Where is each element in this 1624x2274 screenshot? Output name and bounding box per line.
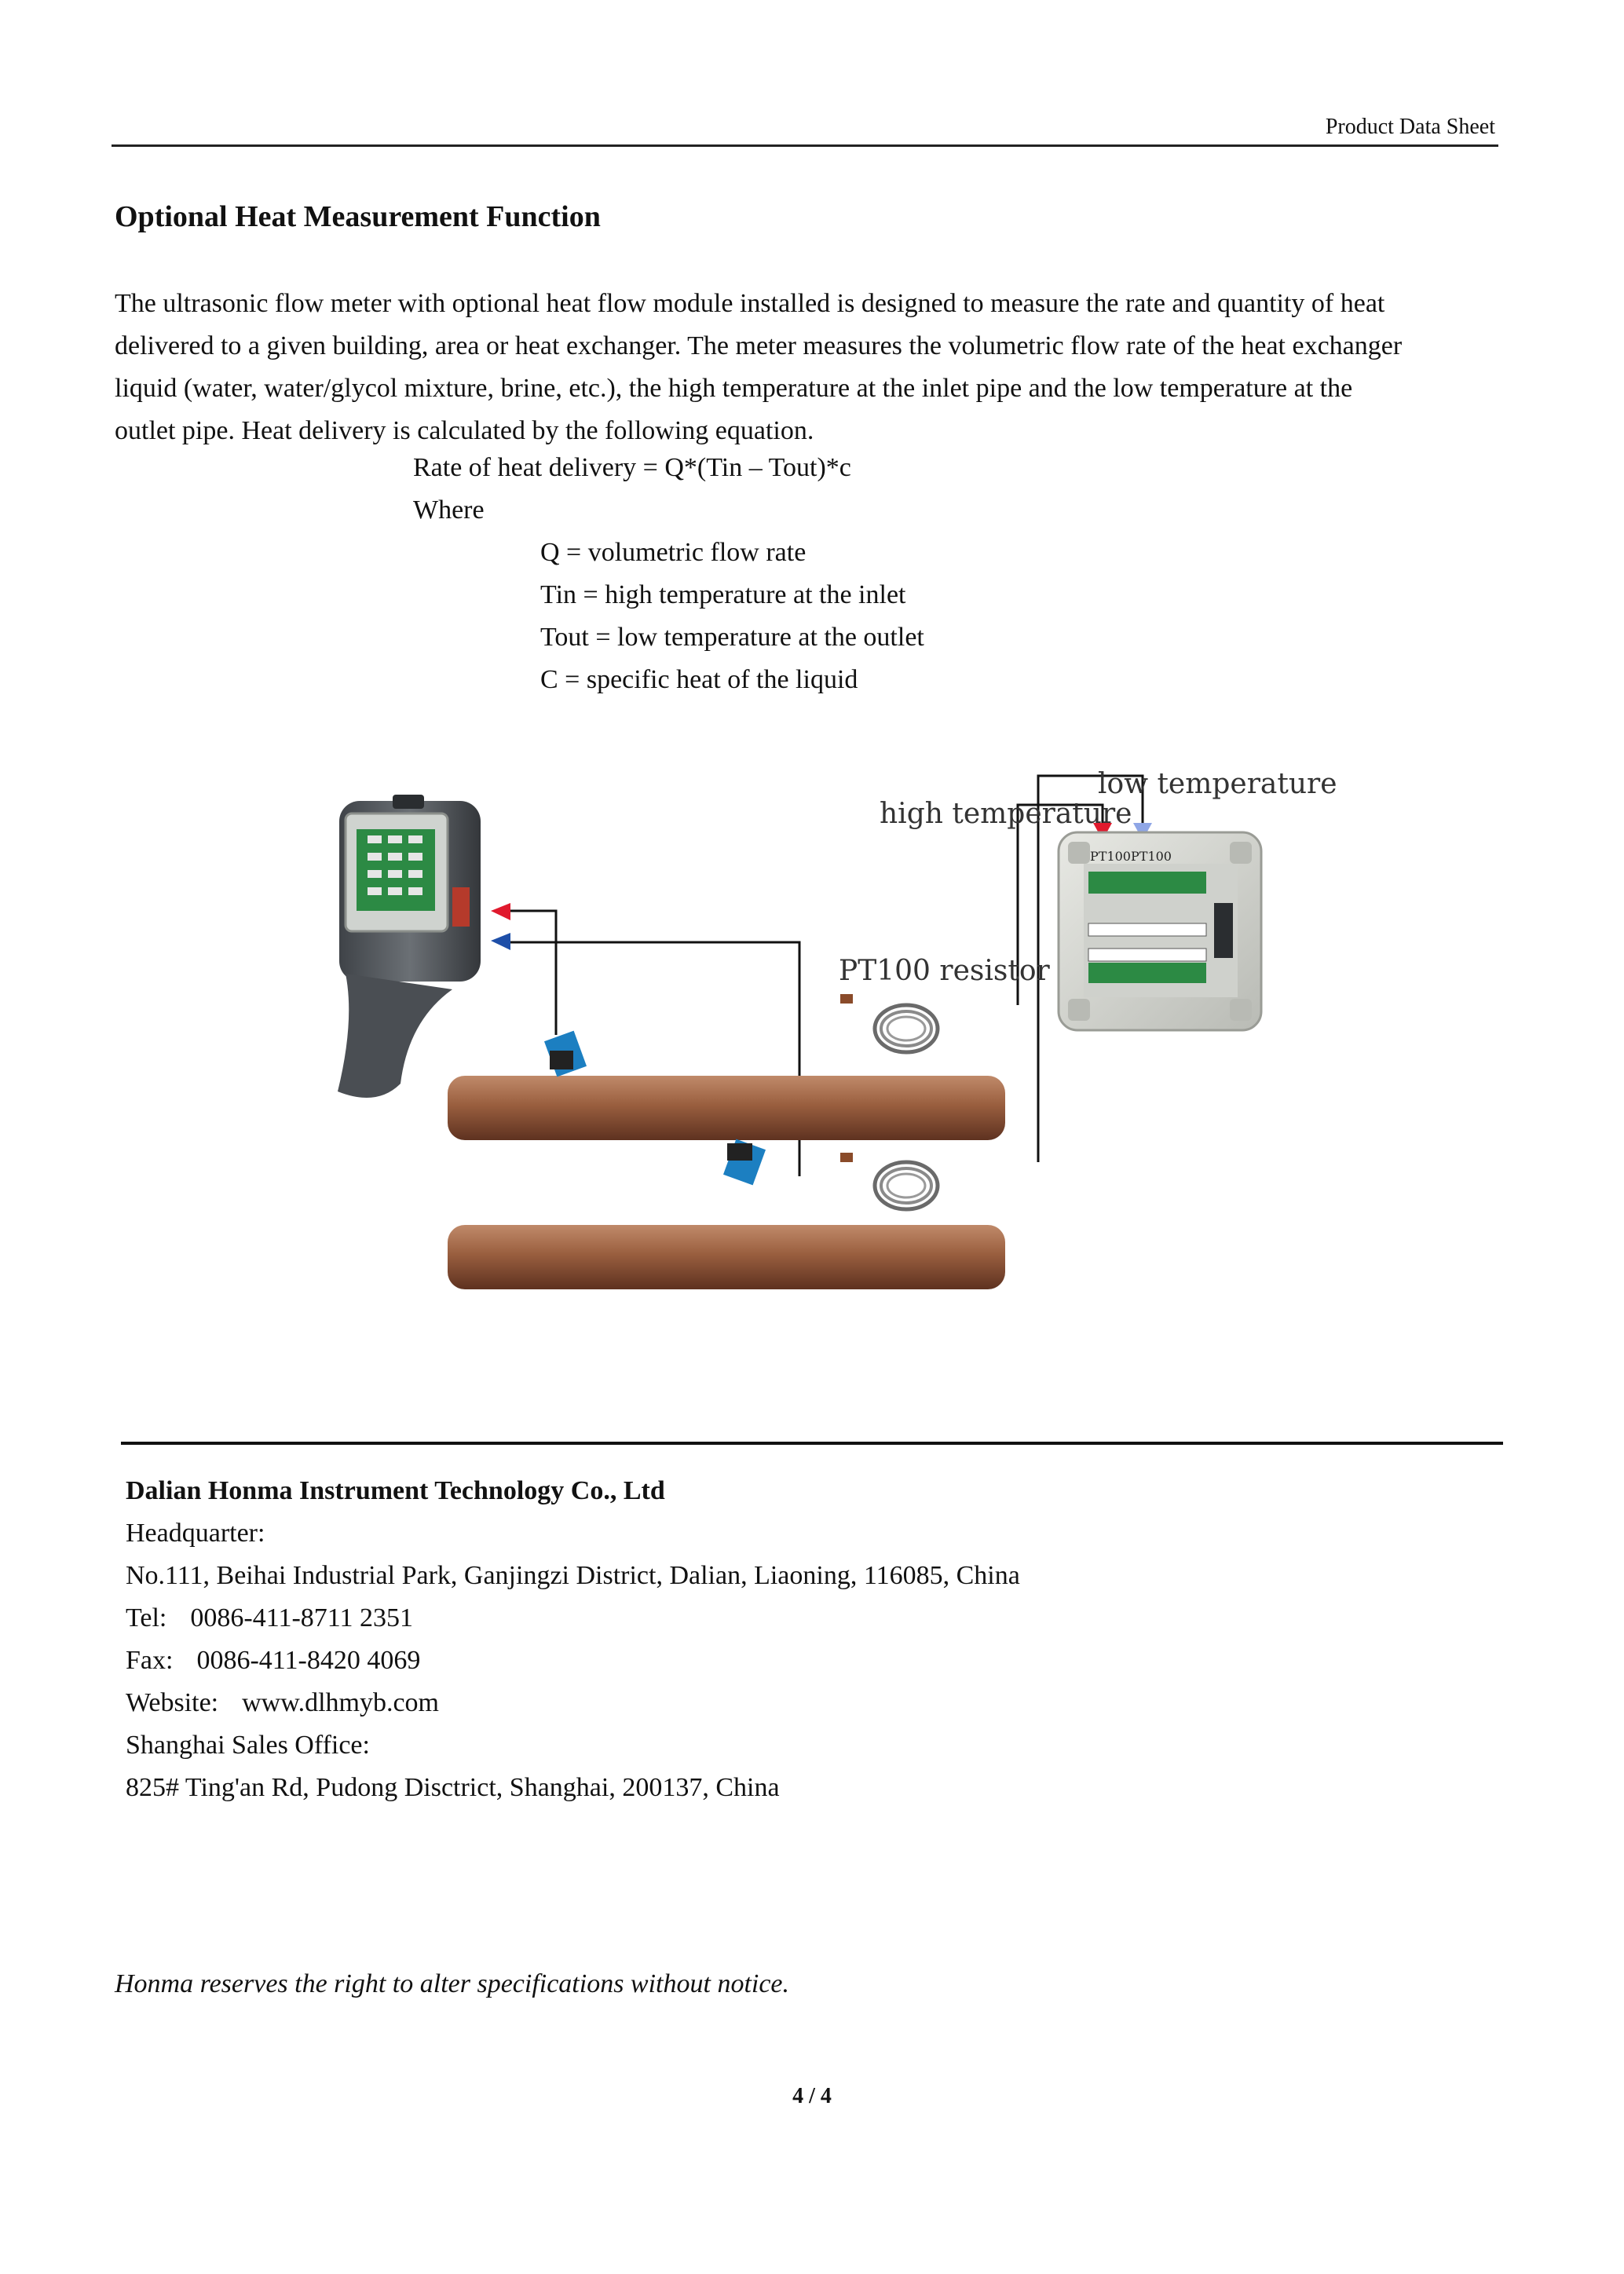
website-row xyxy=(126,1682,1020,1724)
paragraph-line: outlet pipe. Heat delivery is calculated by the following equation. xyxy=(115,416,814,445)
pt100-resistor-label: PT100 resistor xyxy=(839,955,1050,987)
header-divider xyxy=(112,144,1498,147)
shanghai-office-label: Shanghai Sales Office: xyxy=(126,1731,370,1760)
terminal-label-pt100-b: PT100 xyxy=(1131,849,1172,864)
definition-c: C = specific heat of the liquid xyxy=(540,665,858,694)
downstream-transducer xyxy=(723,1139,766,1186)
paragraph-line: The ultrasonic flow meter with optional heat flow module installed is designed to measure the rate and quantity of heat xyxy=(115,289,1385,318)
heat-module-junction-box xyxy=(1059,832,1261,1030)
pt100-resistor-upper xyxy=(840,994,938,1052)
header-title: Product Data Sheet xyxy=(1325,115,1495,139)
high-temperature-label: high temperature xyxy=(880,798,1132,830)
equation-formula: Rate of heat delivery = Q*(Tin – Tout)*c xyxy=(413,453,851,482)
definition-tout: Tout = low temperature at the outlet xyxy=(540,623,924,652)
upstream-transducer-cable xyxy=(510,911,556,1035)
upstream-transducer xyxy=(544,1031,587,1077)
terminal-label-pt100-a: PT100 xyxy=(1090,849,1131,864)
definition-q: Q = volumetric flow rate xyxy=(540,538,807,567)
upper-pipe xyxy=(448,1076,1005,1140)
low-temperature-label: low temperature xyxy=(1098,768,1337,800)
low-temperature-arrow-icon xyxy=(491,933,510,950)
fax-number: 0086-411-8420 4069 xyxy=(196,1646,421,1675)
company-name: Dalian Honma Instrument Technology Co., Ltd xyxy=(126,1476,665,1505)
paragraph-line: delivered to a given building, area or heat exchanger. The meter measures the volumetric flow rate of the heat exchanger xyxy=(115,331,1403,360)
heat-measurement-diagram xyxy=(314,754,1337,1319)
footer-divider xyxy=(121,1442,1503,1445)
pt100-resistor-lower xyxy=(840,1153,938,1209)
website-url: www.dlhmyb.com xyxy=(242,1688,440,1717)
tel-label: Tel: xyxy=(126,1603,167,1632)
tel-number: 0086-411-8711 2351 xyxy=(190,1603,414,1632)
fax-label: Fax: xyxy=(126,1646,174,1675)
flow-meter-device xyxy=(338,795,481,1098)
website-label: Website: xyxy=(126,1688,219,1717)
lower-pipe xyxy=(448,1225,1005,1289)
headquarter-label: Headquarter: xyxy=(126,1519,265,1548)
definition-tin: Tin = high temperature at the inlet xyxy=(540,580,906,609)
section-title: Optional Heat Measurement Function xyxy=(115,200,601,233)
fax-row xyxy=(126,1640,1020,1682)
high-temperature-arrow-icon xyxy=(491,903,510,920)
headquarter-address: No.111, Beihai Industrial Park, Ganjingzi District, Dalian, Liaoning, 116085, China xyxy=(126,1561,1020,1590)
page-number: 4 / 4 xyxy=(792,2084,832,2108)
paragraph-line: liquid (water, water/glycol mixture, brine, etc.), the high temperature at the inlet pipe and the low temperature at the xyxy=(115,374,1353,403)
shanghai-office-address: 825# Ting'an Rd, Pudong Disctrict, Shanghai, 200137, China xyxy=(126,1773,780,1802)
equation-where: Where xyxy=(413,495,485,525)
intro-paragraph xyxy=(115,283,1505,452)
tel-row xyxy=(126,1597,1020,1640)
disclaimer: Honma reserves the right to alter specifications without notice. xyxy=(115,1969,790,1998)
contact-block xyxy=(126,1470,1020,1809)
